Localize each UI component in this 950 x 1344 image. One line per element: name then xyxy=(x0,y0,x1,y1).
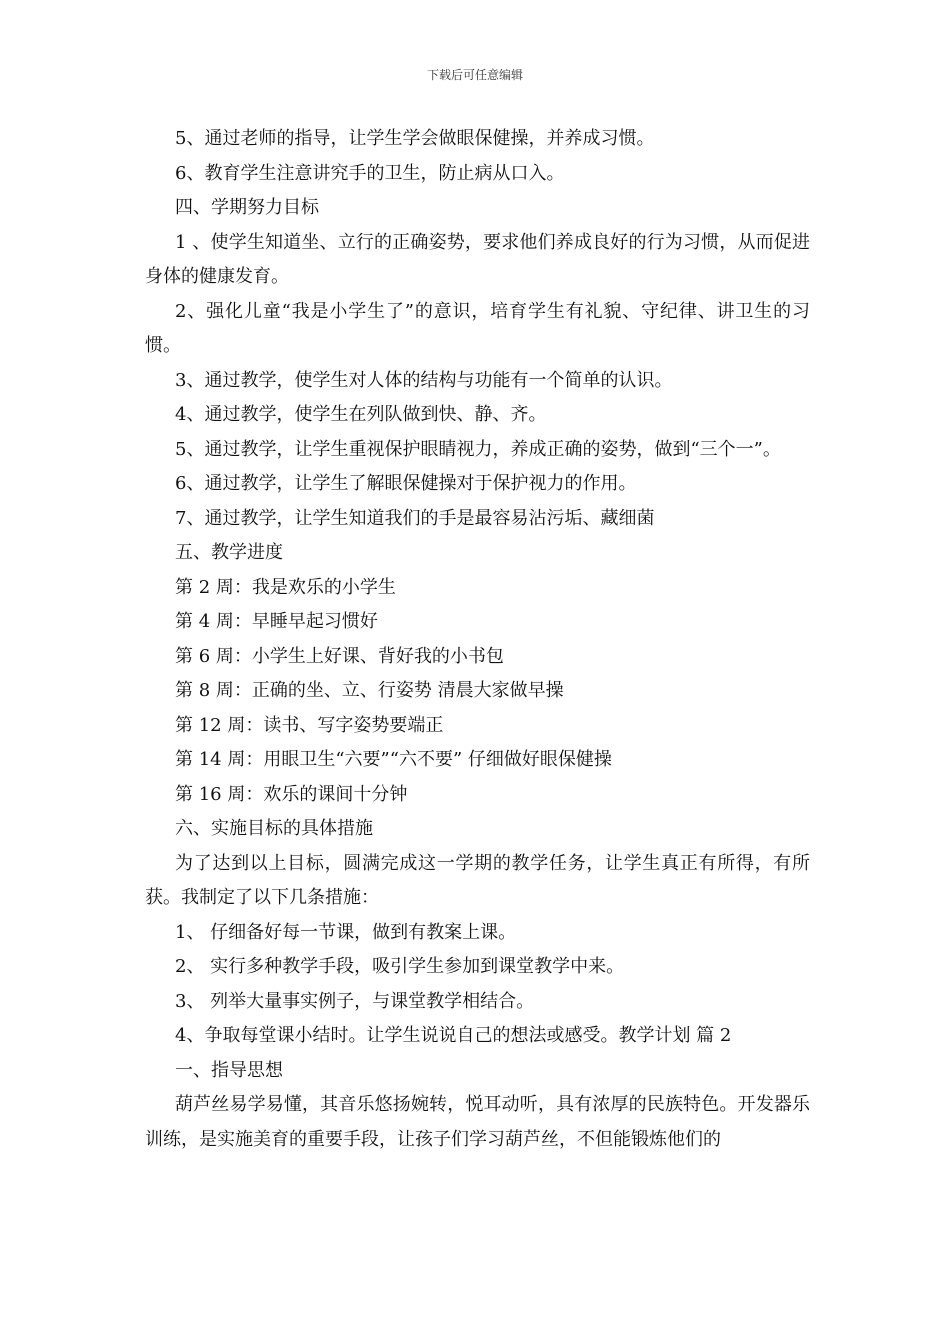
paragraph: 5、通过老师的指导，让学生学会做眼保健操，并养成习惯。 xyxy=(175,128,655,149)
measure-item: 2、 实行多种教学手段，吸引学生参加到课堂教学中来。 xyxy=(175,956,625,977)
paragraph: 2、强化儿童“我是小学生了”的意识，培育学生有礼貌、守纪律、讲卫生的习惯。 xyxy=(145,300,810,356)
paragraph: 为了达到以上目标，圆满完成这一学期的教学任务，让学生真正有所得，有所获。我制定了以下几条措施： xyxy=(145,852,810,908)
paragraph: 1 、使学生知道坐、立行的正确姿势，要求他们养成良好的行为习惯，从而促进身体的健康发育。 xyxy=(145,231,810,287)
paragraph: 7、通过教学，让学生知道我们的手是最容易沾污垢、藏细菌 xyxy=(175,507,655,529)
measure-item: 1、 仔细备好每一节课，做到有教案上课。 xyxy=(175,921,517,943)
schedule-item: 第 12 周：读书、写字姿势要端正 xyxy=(175,714,444,736)
paragraph: 4、通过教学，使学生在列队做到快、静、齐。 xyxy=(175,404,547,425)
page-header: 下载后可任意编辑 xyxy=(426,68,523,82)
schedule-item: 第 2 周：我是欢乐的小学生 xyxy=(175,576,396,598)
schedule-item: 第 6 周：小学生上好课、背好我的小书包 xyxy=(175,645,504,667)
section-heading: 四、学期努力目标 xyxy=(175,197,319,218)
paragraph: 6、通过教学，让学生了解眼保健操对于保护视力的作用。 xyxy=(175,473,637,494)
schedule-item: 第 8 周：正确的坐、立、行姿势 清晨大家做早操 xyxy=(175,680,564,701)
section-heading: 六、实施目标的具体措施 xyxy=(175,818,373,839)
schedule-item: 第 14 周：用眼卫生“六要”“六不要” 仔细做好眼保健操 xyxy=(175,749,612,770)
paragraph: 3、通过教学，使学生对人体的结构与功能有一个简单的认识。 xyxy=(175,369,673,391)
document-body xyxy=(145,122,810,1157)
measure-item: 3、 列举大量事实例子，与课堂教学相结合。 xyxy=(175,990,535,1012)
schedule-item: 第 16 周：欢乐的课间十分钟 xyxy=(175,783,408,805)
schedule-item: 第 4 周：早睡早起习惯好 xyxy=(175,611,378,632)
paragraph: 5、通过教学，让学生重视保护眼睛视力，养成正确的姿势，做到“三个一”。 xyxy=(175,438,781,460)
paragraph: 6、教育学生注意讲究手的卫生，防止病从口入。 xyxy=(175,162,565,184)
section-heading: 五、教学进度 xyxy=(175,542,283,563)
section-heading: 一、指导思想 xyxy=(175,1059,283,1081)
measure-item: 4、争取每堂课小结时。让学生说说自己的想法或感受。教学计划 篇 2 xyxy=(175,1025,732,1046)
paragraph: 葫芦丝易学易懂，其音乐悠扬婉转，悦耳动听，具有浓厚的民族特色。开发器乐训练，是实施美育的重要手段，让孩子们学习葫芦丝，不但能锻炼他们的 xyxy=(145,1094,810,1150)
